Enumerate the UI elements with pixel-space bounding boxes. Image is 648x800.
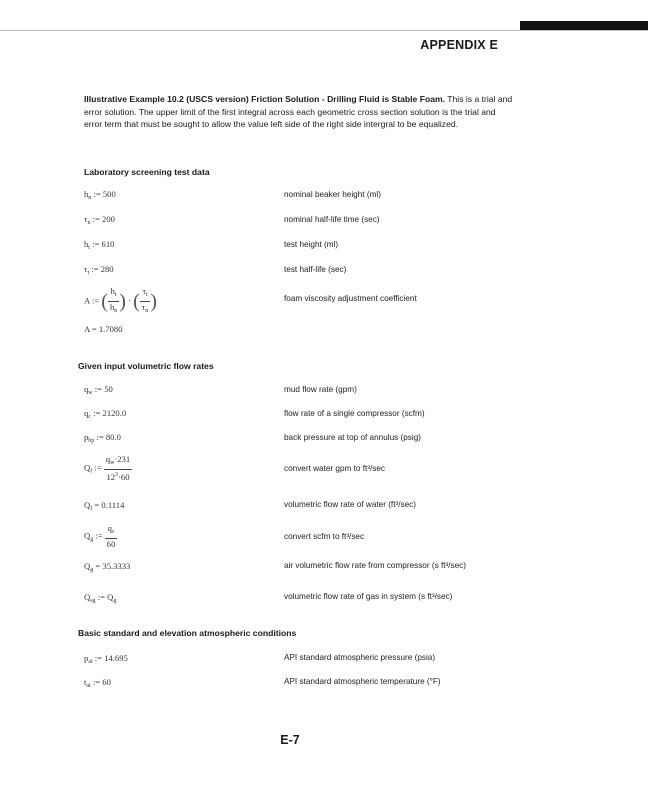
desc-Qf: convert water gpm to ft³/sec	[284, 464, 386, 473]
desc-Qsg: volumetric flow rate of gas in system (s ft³/sec)	[284, 592, 453, 601]
desc-qw: mud flow rate (gpm)	[284, 385, 357, 394]
desc-ht: test height (ml)	[284, 240, 339, 249]
desc-Qg-value: air volumetric flow rate from compressor (s ft³/sec)	[284, 561, 466, 570]
eq-qw: $q_w$ := 50	[84, 384, 113, 396]
page-number: E-7	[280, 733, 300, 747]
intro-body: This is a trial and error solution. The upper limit of the first integral across each geometric cross section solution is the trial and error term that must be sought to allow the value left side of the right side intergral to be equalized.	[84, 94, 513, 130]
eq-Qf-value: $Q_f = 0.1114$	[84, 500, 125, 512]
desc-Qf-value: volumetric flow rate of water (ft³/sec)	[284, 500, 416, 509]
appendix-title: APPENDIX E	[420, 38, 498, 52]
desc-qc: flow rate of a single compressor (scfm)	[284, 409, 425, 418]
eq-pbp: $p_{bp}$ := 80.0	[84, 432, 121, 444]
section-heading-lab: Laboratory screening test data	[84, 167, 210, 177]
eq-Qg-definition: $Q_g$ := $\frac{q_c}{60}$	[84, 523, 116, 549]
eq-qc: $q_c$ := 2120.0	[84, 408, 127, 420]
desc-pat: API standard atmospheric pressure (psia)	[284, 653, 436, 662]
section-heading-flow: Given input volumetric flow rates	[78, 361, 214, 371]
eq-Qf-definition: $Q_f$ := $\frac{q_w\cdot 231}{12^3\cdot 60}$	[84, 454, 131, 482]
desc-pbp: back pressure at top of annulus (psig)	[284, 433, 421, 442]
eq-tt: $\tau_t$ := 280	[84, 264, 114, 276]
example-title: Illustrative Example 10.2 (USCS version) Friction Solution - Drilling Fluid is Stable Foam.	[84, 94, 446, 104]
desc-tt: test half-life (sec)	[284, 265, 347, 274]
desc-A: foam viscosity adjustment coefficient	[284, 294, 417, 303]
section-heading-atm: Basic standard and elevation atmospheric conditions	[78, 628, 297, 638]
eq-ht: $h_t$ := 610	[84, 239, 115, 251]
desc-hn: nominal beaker height (ml)	[284, 190, 381, 199]
eq-A-definition: A := ( $\frac{h_t}{h_n}$ ) · ( $\frac{\tau_t}{\tau_n}$ )	[84, 286, 157, 314]
header-rule	[0, 30, 648, 31]
intro-paragraph	[84, 93, 514, 131]
desc-tn: nominal half-life time (sec)	[284, 215, 380, 224]
eq-tat: $t_{at}$ := 60	[84, 677, 111, 689]
desc-tat: API standard atmospheric temperature (°F)	[284, 677, 441, 686]
eq-Qsg: $Q_{sg}$ := $Q_g$	[84, 592, 117, 604]
eq-hn: $h_n$ := 500	[84, 189, 116, 201]
eq-tn: $\tau_n$ := 200	[84, 214, 115, 226]
desc-Qg: convert scfm to ft³/sec	[284, 532, 365, 541]
eq-Qg-value: $Q_g = 35.3333$	[84, 561, 131, 573]
eq-A-value: A = 1.7080	[84, 324, 123, 334]
eq-pat: $p_{at}$ := 14.695	[84, 653, 128, 665]
